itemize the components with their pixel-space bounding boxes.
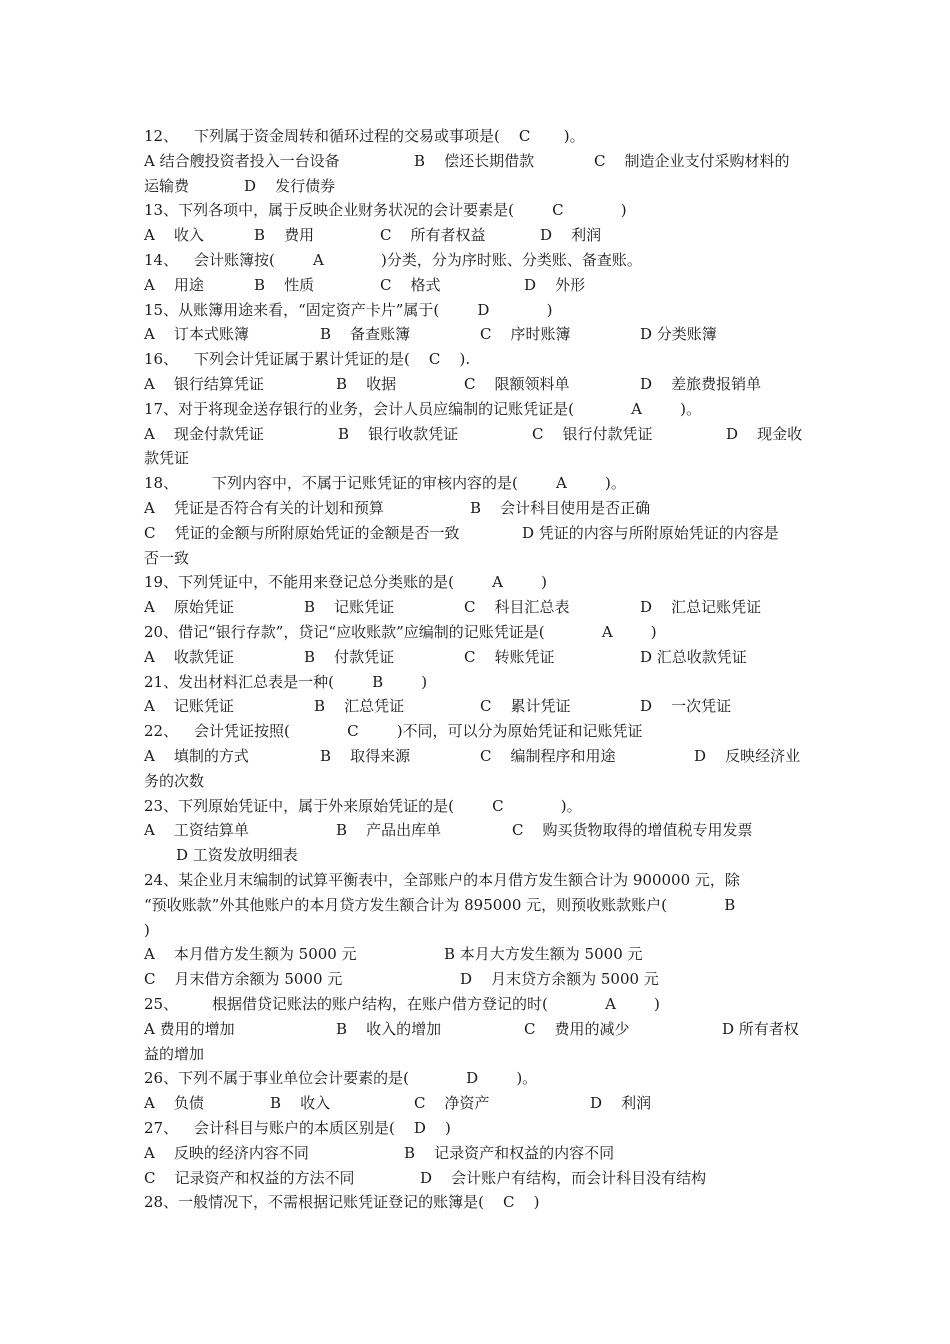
text-segment: A 反映的经济内容不同 <box>144 1143 309 1162</box>
text-segment: D 会计账户有结构，而会计科目没有结构 <box>420 1168 707 1187</box>
text-segment: 12、 <box>144 127 179 145</box>
text-segment: B 收入 <box>270 1094 331 1113</box>
text-segment: B 收入的增加 <box>336 1019 442 1038</box>
text-line <box>144 1017 808 1041</box>
text-segment: D 外形 <box>524 275 586 294</box>
text-line <box>144 620 808 644</box>
text-segment: 27、 <box>144 1119 179 1137</box>
text-line <box>144 595 808 619</box>
text-segment: D 汇总记账凭证 <box>640 598 762 617</box>
text-line <box>144 1190 808 1214</box>
text-segment: C 记录资产和权益的方法不同 <box>144 1168 355 1187</box>
text-line <box>144 1166 808 1190</box>
text-segment: B 产品出库单 <box>336 821 442 840</box>
text-segment: D 差旅费报销单 <box>640 375 762 393</box>
text-segment: C 制造企业支付采购材料的 <box>594 151 790 170</box>
text-line <box>144 174 808 198</box>
text-line <box>144 149 808 173</box>
text-segment: B 备查账簿 <box>320 325 411 344</box>
text-segment: B 会计科目使用是否正确 <box>470 499 651 517</box>
text-segment: B 费用 <box>254 226 315 245</box>
text-segment: D 反映经济业 <box>694 747 801 765</box>
text-segment: C 科目汇总表 <box>464 598 570 617</box>
text-segment: 16、 <box>144 350 179 369</box>
text-line <box>144 471 808 495</box>
text-segment: 28、一般情况下，不需根据记账凭证登记的账簿是( C ) <box>144 1193 540 1212</box>
text-segment: C 凭证的金额与所附原始凭证的金额是否一致 <box>144 523 460 542</box>
text-segment: C 月末借方余额为 5000 元 <box>144 970 343 989</box>
text-segment: 21、发出材料汇总表是一种( B ) <box>144 672 428 691</box>
text-line <box>144 868 808 892</box>
text-line <box>144 521 808 545</box>
text-segment: 否一致 <box>144 548 190 567</box>
text-segment: B 记录资产和权益的内容不同 <box>404 1143 615 1162</box>
text-segment: A 用途 <box>144 275 204 294</box>
text-segment: 14、 <box>144 251 179 269</box>
text-segment: A 现金付款凭证 <box>144 424 264 443</box>
text-segment: D 工资发放明细表 <box>176 846 298 865</box>
text-segment: B 取得来源 <box>320 747 411 765</box>
text-line <box>144 818 808 842</box>
text-line <box>144 546 808 570</box>
text-segment: A 填制的方式 <box>144 747 249 765</box>
text-segment: C 净资产 <box>414 1094 490 1113</box>
text-segment: A 银行结算凭证 <box>144 375 264 393</box>
text-segment: A 记账凭证 <box>144 697 234 716</box>
text-line <box>144 893 808 917</box>
text-line <box>144 645 808 669</box>
text-segment: 会计科目与账户的本质区别是( D ) <box>194 1119 451 1137</box>
text-line <box>144 967 808 991</box>
text-line <box>144 397 808 421</box>
text-line <box>144 347 808 371</box>
text-segment: D 月末贷方余额为 5000 元 <box>460 970 659 989</box>
text-segment: C 序时账簿 <box>480 325 571 344</box>
text-segment: D 汇总收款凭证 <box>640 647 747 666</box>
text-line <box>144 248 808 272</box>
text-segment: C 银行付款凭证 <box>532 424 653 443</box>
text-line <box>144 719 808 743</box>
text-segment: D 利润 <box>540 226 602 245</box>
text-line <box>144 273 808 297</box>
text-line <box>144 298 808 322</box>
text-line <box>144 1066 808 1090</box>
text-segment: D 凭证的内容与所附原始凭证的内容是 <box>522 523 779 542</box>
text-segment: B 收据 <box>336 375 397 393</box>
text-line <box>144 769 808 793</box>
text-segment: 根据借贷记账法的账户结构，在账户借方登记的时( A ) <box>212 995 660 1013</box>
text-line <box>144 372 808 396</box>
text-segment: C 费用的减少 <box>524 1019 630 1038</box>
text-segment: A 收入 <box>144 226 204 245</box>
text-segment: B 付款凭证 <box>304 647 395 666</box>
text-segment: 下列会计凭证属于累计凭证的是( C ). <box>194 350 471 369</box>
text-line <box>144 422 808 446</box>
text-segment: C 累计凭证 <box>480 697 571 716</box>
text-line <box>144 1141 808 1165</box>
text-segment: B 银行收款凭证 <box>338 424 459 443</box>
text-segment: 务的次数 <box>144 771 205 790</box>
text-line <box>144 198 808 222</box>
text-line <box>144 1116 808 1140</box>
text-segment: C 限额领料单 <box>464 375 570 393</box>
text-segment: D 一次凭证 <box>640 697 732 716</box>
text-segment: 15、从账簿用途来看，“固定资产卡片”属于( D ) <box>144 300 553 319</box>
text-segment: D 所有者权 <box>722 1019 799 1038</box>
text-line <box>144 570 808 594</box>
text-segment: C 格式 <box>380 275 441 294</box>
text-segment: B 记账凭证 <box>304 598 395 617</box>
text-segment: A 凭证是否符合有关的计划和预算 <box>144 499 384 517</box>
text-segment: B 性质 <box>254 275 315 294</box>
text-line <box>144 744 808 768</box>
text-line <box>144 124 808 148</box>
text-line <box>144 1091 808 1115</box>
text-line <box>144 694 808 718</box>
text-segment: C 所有者权益 <box>380 226 486 245</box>
text-line <box>144 322 808 346</box>
text-segment: C 编制程序和用途 <box>480 747 616 765</box>
text-line <box>144 942 808 966</box>
text-segment: 运输费 <box>144 176 190 195</box>
text-segment: B 偿还长期借款 <box>414 151 535 170</box>
text-segment: A 订本式账簿 <box>144 325 249 344</box>
text-segment: D 利润 <box>590 1094 652 1113</box>
text-segment: 13、下列各项中，属于反映企业财务状况的会计要素是( C ) <box>144 201 627 220</box>
text-segment: 17、对于将现金送存银行的业务，会计人员应编制的记账凭证是( A )。 <box>144 399 701 418</box>
text-segment: A 负债 <box>144 1094 204 1113</box>
text-segment: A 结合艘投资者投入一台设备 <box>144 151 340 170</box>
text-segment: 22、 <box>144 722 179 741</box>
text-line <box>144 223 808 247</box>
text-segment: B 汇总凭证 <box>314 697 405 716</box>
text-segment: C 转账凭证 <box>464 647 555 666</box>
text-segment: 益的增加 <box>144 1044 205 1063</box>
text-segment: 19、下列凭证中，不能用来登记总分类账的是( A ) <box>144 573 547 592</box>
text-segment: A 工资结算单 <box>144 821 249 840</box>
text-line <box>144 843 808 867</box>
text-segment: ) <box>144 920 150 939</box>
text-segment: 23、下列原始凭证中，属于外来原始凭证的是( C )。 <box>144 796 582 815</box>
text-segment: 25、 <box>144 995 179 1013</box>
text-segment: A 收款凭证 <box>144 647 234 666</box>
text-line <box>144 670 808 694</box>
text-segment: 下列内容中，不属于记账凭证的审核内容的是( A )。 <box>212 474 626 493</box>
text-segment: 24、某企业月末编制的试算平衡表中，全部账户的本月借方发生额合计为 900000 元，除 <box>144 871 740 889</box>
text-segment: D 发行债券 <box>244 176 336 195</box>
text-line <box>144 496 808 520</box>
text-segment: 下列属于资金周转和循环过程的交易或事项是( C )。 <box>194 127 585 145</box>
text-segment: D 现金收 <box>726 424 803 443</box>
text-segment: 会计凭证按照( C )不同，可以分为原始凭证和记账凭证 <box>194 722 643 741</box>
text-line <box>144 918 808 942</box>
text-segment: A 费用的增加 <box>144 1019 235 1038</box>
text-segment: A 本月借方发生额为 5000 元 <box>144 945 357 964</box>
text-segment: 会计账簿按( A )分类，分为序时账、分类账、备查账。 <box>194 251 642 269</box>
text-segment: 26、下列不属于事业单位会计要素的是( D )。 <box>144 1069 538 1088</box>
text-segment: 18、 <box>144 474 179 493</box>
text-line <box>144 992 808 1016</box>
text-segment: A 原始凭证 <box>144 598 234 617</box>
text-segment: 20、借记“银行存款”，贷记“应收账款”应编制的记账凭证是( A ) <box>144 623 657 641</box>
text-line <box>144 446 808 470</box>
text-segment: 款凭证 <box>144 449 190 468</box>
text-segment: B 本月大方发生额为 5000 元 <box>444 945 643 964</box>
text-line <box>144 1042 808 1066</box>
text-segment: D 分类账簿 <box>640 325 717 344</box>
text-segment: C 购买货物取得的增值税专用发票 <box>512 821 753 840</box>
text-segment: “预收账款”外其他账户的本月贷方发生额合计为 895000 元，则预收账款账户( B <box>144 895 736 914</box>
text-line <box>144 794 808 818</box>
